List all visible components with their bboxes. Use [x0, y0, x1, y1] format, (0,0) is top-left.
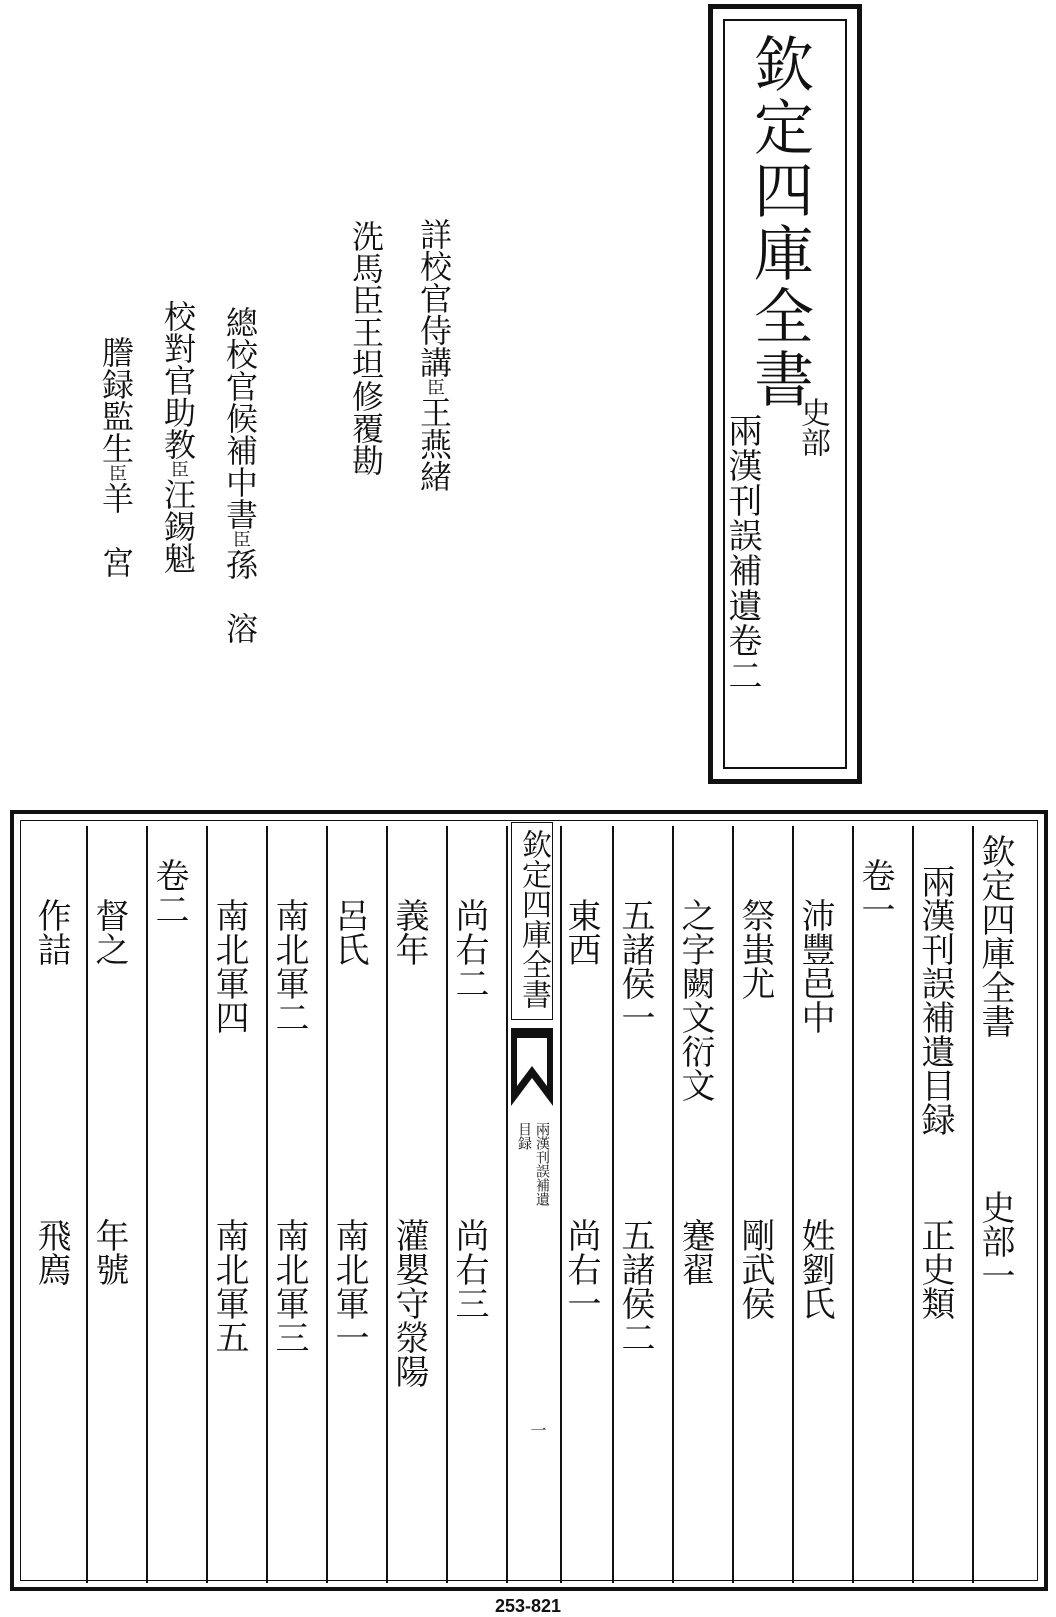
- toc-category: 正史類: [915, 1218, 955, 1320]
- column-rule: [146, 826, 148, 1583]
- fold-strip: [509, 822, 557, 1582]
- toc-entry: 尚右二: [449, 898, 489, 1000]
- column-rule: [446, 826, 448, 1583]
- toc-entry: 五諸侯二: [615, 1218, 655, 1354]
- toc-entry: 祭蚩尤: [735, 898, 775, 1000]
- official-zongjiao-name: 孫 溶: [221, 548, 259, 644]
- toc-entry: 灌嬰守滎陽: [389, 1218, 429, 1388]
- column-rule: [972, 826, 974, 1583]
- toc-entry: 年號: [89, 1218, 129, 1286]
- toc-volume-heading: 卷一: [855, 858, 895, 926]
- toc-entry: 南北軍二: [269, 898, 309, 1034]
- official-tenglu-name: 羊 宮: [97, 482, 135, 578]
- toc-entry: 蹇翟: [675, 1218, 715, 1286]
- column-rule: [506, 826, 508, 1583]
- toc-entry: 東西: [561, 898, 601, 966]
- official-xima-name: 臣王坦修覆勘: [347, 284, 385, 476]
- page-number: 253-821: [494, 1596, 562, 1616]
- official-xiangjiao-chen: 臣: [424, 378, 445, 396]
- official-zongjiao: [221, 306, 259, 644]
- column-rule: [206, 826, 208, 1583]
- toc-entry: 剛武侯: [735, 1218, 775, 1320]
- toc-entry: 尚右三: [449, 1218, 489, 1320]
- toc-entry: 沛豐邑中: [795, 898, 835, 1034]
- official-jiaodui-name: 汪錫魁: [159, 478, 197, 574]
- fold-book-title: 兩漢刊誤補遺: [534, 1122, 550, 1206]
- official-jiaodui-title: 校對官助教: [159, 300, 197, 460]
- collection-title: 欽定四庫全書: [744, 33, 814, 411]
- title-cartouche: [708, 4, 862, 784]
- column-rule: [852, 826, 854, 1583]
- toc-entry: 姓劉氏: [795, 1218, 835, 1320]
- official-xima: [347, 220, 385, 476]
- toc-entry: 呂氏: [329, 898, 369, 966]
- toc-entry: 南北軍五: [209, 1218, 249, 1354]
- toc-entry: 尚右一: [561, 1218, 601, 1320]
- column-rule: [732, 826, 734, 1583]
- toc-entry: 作詰: [31, 898, 71, 966]
- column-rule: [672, 826, 674, 1583]
- column-rule: [912, 826, 914, 1583]
- official-zongjiao-title: 總校官候補中書: [221, 306, 259, 530]
- toc-entry: 南北軍四: [209, 898, 249, 1034]
- toc-entry: 五諸侯一: [615, 898, 655, 1034]
- column-rule: [612, 826, 614, 1583]
- fold-mulu-label: 目録: [516, 1122, 532, 1150]
- official-tenglu-title: 謄録監生: [97, 336, 135, 464]
- column-rule: [792, 826, 794, 1583]
- official-xiangjiao-name: 王燕緒: [415, 396, 453, 492]
- official-tenglu: [97, 336, 135, 578]
- toc-section-label: 史部一: [975, 1190, 1015, 1292]
- official-jiaodui-chen: 臣: [168, 460, 189, 478]
- toc-collection-title: 欽定四庫全書: [975, 834, 1015, 1038]
- official-jiaodui: [159, 300, 197, 574]
- column-rule: [326, 826, 328, 1583]
- section-label: 史部: [795, 397, 830, 457]
- toc-entry: 之字闕文衍文: [675, 898, 715, 1102]
- fold-page-number: 一: [528, 1422, 547, 1438]
- toc-entry: 飛廌: [31, 1218, 71, 1286]
- fold-label-box: [511, 822, 553, 1020]
- toc-book-title: 兩漢刊誤補遺目録: [915, 864, 955, 1136]
- column-rule: [266, 826, 268, 1583]
- book-title: 兩漢刊誤補遺卷二: [722, 413, 762, 693]
- fold-collection-title: 欽定四庫全書: [516, 829, 551, 1009]
- official-tenglu-chen: 臣: [106, 464, 127, 482]
- toc-entry: 督之: [89, 898, 129, 966]
- toc-entry: 南北軍一: [329, 1218, 369, 1354]
- fishtail-ornament-icon: [509, 1028, 555, 1108]
- official-xiangjiao-title: 詳校官侍講: [415, 218, 453, 378]
- column-rule: [386, 826, 388, 1583]
- official-zongjiao-chen: 臣: [230, 530, 251, 548]
- column-rule: [86, 826, 88, 1583]
- official-xiangjiao: [415, 218, 453, 492]
- official-xima-title: 洗馬: [347, 220, 385, 284]
- table-of-contents: [10, 810, 1048, 1591]
- toc-volume-heading: 卷二: [149, 858, 189, 926]
- toc-entry: 義年: [389, 898, 429, 966]
- toc-entry: 南北軍三: [269, 1218, 309, 1354]
